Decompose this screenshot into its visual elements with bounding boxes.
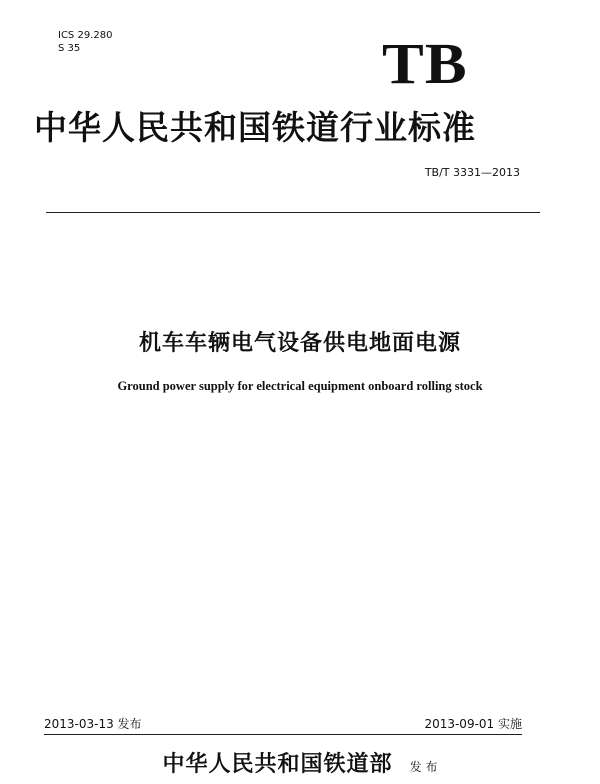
- issue-date: 2013-03-13 发布: [44, 717, 142, 731]
- standard-number: TB/T 3331—2013: [424, 166, 520, 179]
- footer-divider: [44, 734, 522, 735]
- standard-category-title: 中华人民共和国铁道行业标准: [34, 108, 476, 147]
- classification-code: S 35: [58, 43, 81, 54]
- standard-mark: TB: [382, 31, 468, 96]
- implementation-date: 2013-09-01 实施: [424, 717, 522, 731]
- document-title-en: Ground power supply for electrical equipment onboard rolling stock: [117, 379, 483, 393]
- footer: [0, 750, 600, 778]
- ics-code: ICS 29.280: [58, 30, 113, 41]
- issuing-authority: 中华人民共和国铁道部: [162, 751, 393, 777]
- document-title-zh: 机车车辆电气设备供电地面电源: [138, 331, 461, 356]
- publish-label: 发 布: [409, 760, 438, 774]
- header-divider: [46, 212, 540, 213]
